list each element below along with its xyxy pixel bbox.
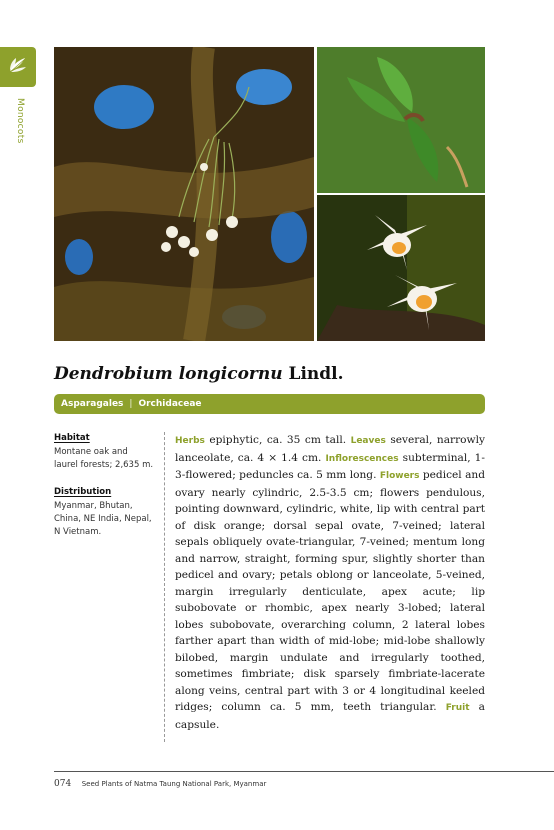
species-description [175,432,485,733]
keyword-leaves: Leaves [350,436,386,446]
keyword-flowers: Flowers [379,471,420,481]
keyword-inflorescences: Inflorescences [325,453,399,464]
orchid-leaves-photo [317,47,485,193]
footer-rule [54,771,554,772]
text-leaves: several, narrowly lanceolate, ca. 4 × 1.4 cm. [175,434,485,464]
text-herbs: epiphytic, ca. 35 cm tall. [204,434,351,446]
leaf-icon [7,55,29,79]
scientific-name: Dendrobium longicornu [54,364,283,384]
taxonomy-bar [54,394,485,414]
species-title [54,364,344,384]
section-label: Monocots [15,98,25,144]
sidebar-info [54,433,154,554]
order-name: Asparagales [61,399,124,409]
text-flowers: pedicel and ovary nearly cylindric, 2.5-3.5 cm; flowers pendulous, pointing downward, cylindric, white, lip with central part of disk orange; dorsal sepal ovate, 7-veined; lateral sepals obliquely ovate-triangular, 7-veined; mentum long and narrow, straight, forming spur, slightly shorter than pedicel and ovary; petals oblong or lanceolate, 5-veined, margin irregularly denticulate, apex acute; lip subobovate or rhombic, apex nearly 3-lobed; lateral lobes subobovate, overarching column, 2 lateral lobes farther apart than width of mid-lobe; mid-lobe shallowly bilobed, margin undulate and irregularly toothed, sometimes fimbriate; disk sparsely fimbriate-lacerate along veins, central part with 3 or 4 longitudinal keeled ridges; column ca. 5 mm, teeth triangular. [175,469,486,713]
habitat-heading: Habitat [54,433,90,443]
book-title: Seed Plants of Natma Taung National Park, Myanmar [81,780,267,788]
column-divider [164,432,165,742]
orchid-flowers-photo [317,195,485,341]
family-name: Orchidaceae [138,399,202,409]
text-inflorescences: subterminal, 1-3-flowered; peduncles ca. 5 mm long. [175,451,485,481]
orchid-habit-photo [54,47,314,341]
habitat-text: Montane oak and laurel forests; 2,635 m. [54,447,154,470]
page-footer [54,779,266,789]
author-citation: Lindl. [288,364,344,384]
text-fruit: a capsule. [175,701,485,731]
page-number: 074 [54,779,72,789]
taxonomy-separator: | [129,399,133,409]
distribution-text: Myanmar, Bhutan, China, NE India, Nepal, N Vietnam. [54,501,152,537]
section-tab [0,47,36,87]
keyword-fruit: Fruit [445,703,470,713]
keyword-herbs: Herbs [175,436,205,446]
distribution-heading: Distribution [54,487,112,497]
